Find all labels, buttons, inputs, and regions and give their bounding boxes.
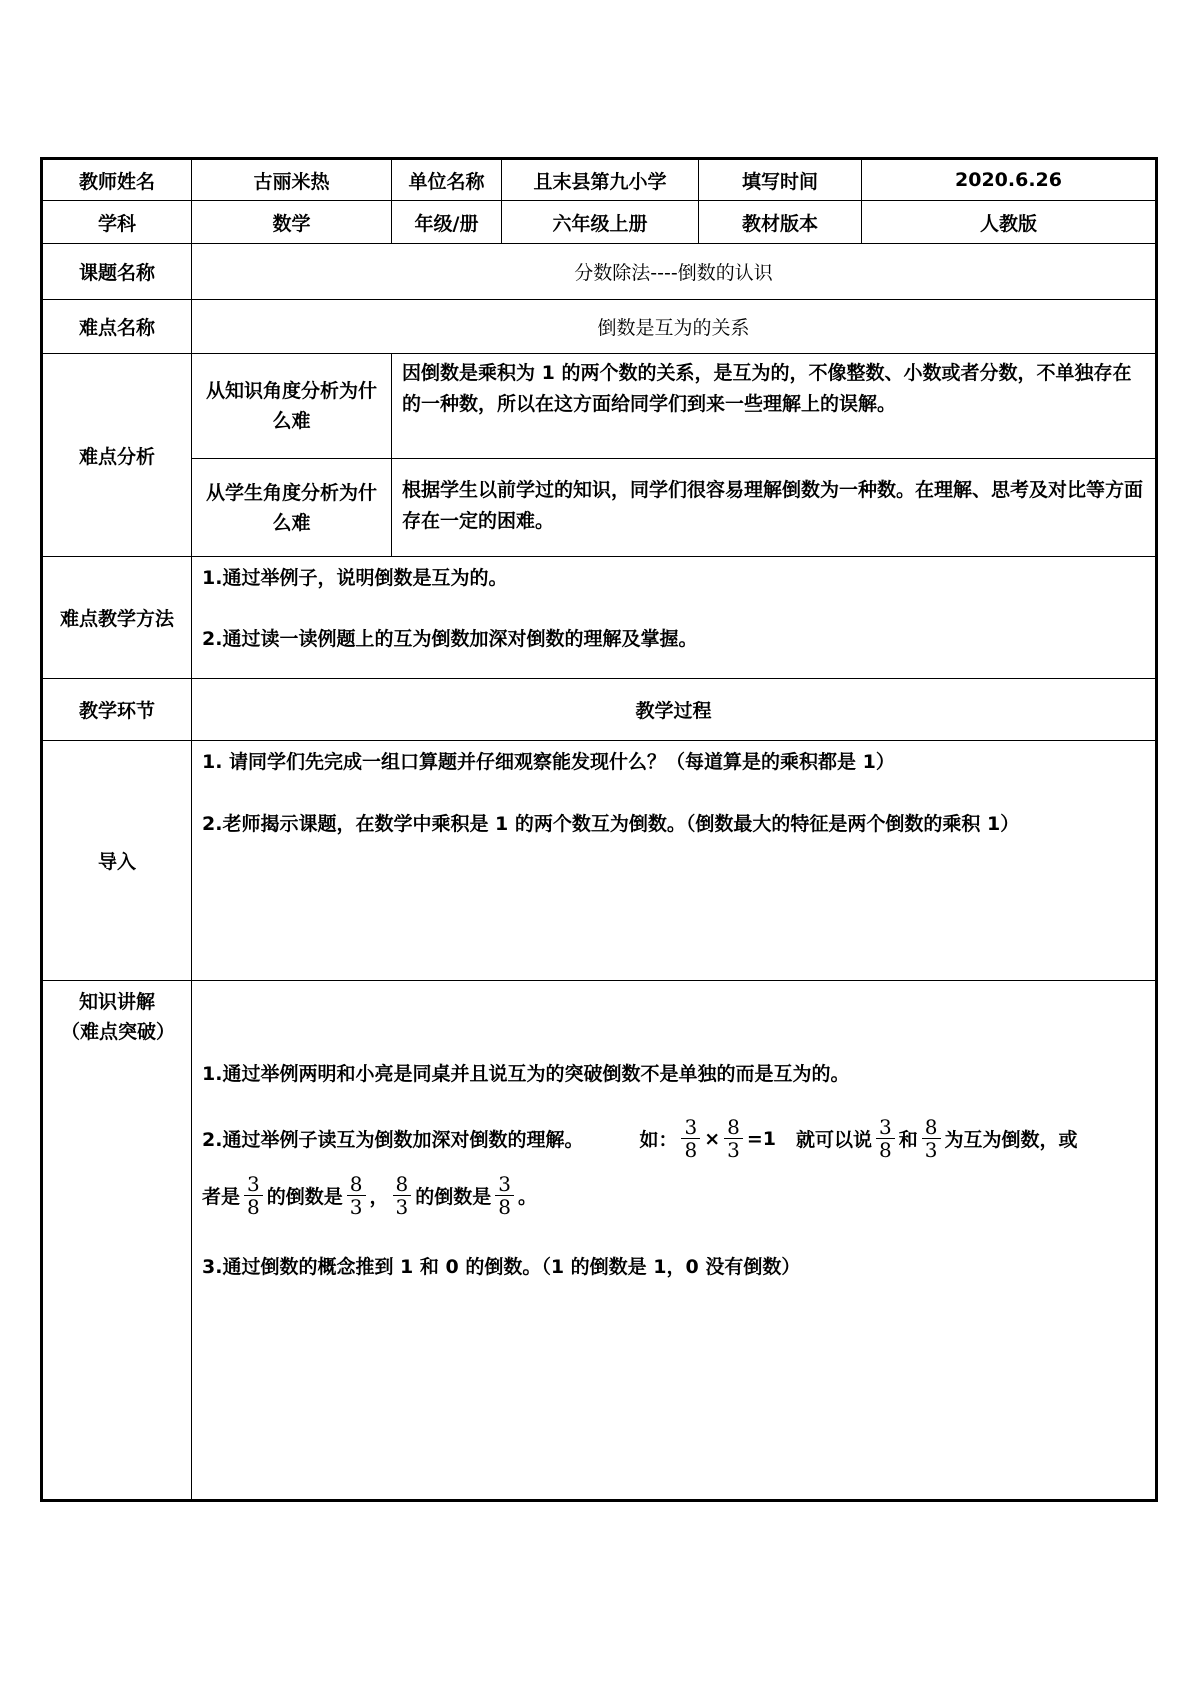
and-word: 和 (898, 1129, 918, 1151)
fraction-three-eighths: $\frac{3}{8}$ (244, 1173, 263, 1218)
fraction-eight-thirds: $\frac{8}{3}$ (393, 1173, 412, 1218)
explain-item-2-text: 2.通过举例子读互为倒数加深对倒数的理解。 (202, 1129, 584, 1151)
intro-content (192, 741, 1157, 981)
student-angle-text: 根据学生以前学过的知识，同学们很容易理解倒数为一种数。在理解、思考及对比等方面存在一定的困难。 (392, 459, 1157, 557)
fraction-eight-thirds: $\frac{8}{3}$ (347, 1173, 366, 1218)
difficulty-value: 倒数是互为的关系 (192, 300, 1157, 354)
process-label: 教学环节 (42, 679, 192, 741)
date-value: 2020.6.26 (862, 159, 1157, 201)
mutual-reciprocal-text: 为互为倒数，或 (944, 1129, 1078, 1151)
can-say: 就可以说 (796, 1129, 873, 1151)
grade-label: 年级/册 (392, 201, 502, 244)
subject-value: 数学 (192, 201, 392, 244)
analysis-label: 难点分析 (42, 354, 192, 557)
fraction-three-eighths: $\frac{3}{8}$ (495, 1173, 514, 1218)
difficulty-label: 难点名称 (42, 300, 192, 354)
topic-value: 分数除法----倒数的认识 (192, 244, 1157, 300)
equals-one: =1 (746, 1127, 776, 1150)
comma: ， (369, 1186, 389, 1208)
date-label: 填写时间 (699, 159, 862, 201)
explain-item-1: 1.通过举例两明和小亮是同桌并且说互为的突破倒数不是单独的而是互为的。 (202, 1063, 850, 1085)
line2-start: 者是 (202, 1186, 241, 1208)
teacher-value: 古丽米热 (192, 159, 392, 201)
period: 。 (518, 1186, 538, 1208)
explain-item-3: 3.通过倒数的概念推到 1 和 0 的倒数。（1 的倒数是 1，0 没有倒数） (202, 1256, 801, 1278)
method-item-2: 2.通过读一读例题上的互为倒数加深对倒数的理解及掌握。 (202, 628, 698, 650)
intro-item-1: 1. 请同学们先完成一组口算题并仔细观察能发现什么？（每道算是的乘积都是 1） (202, 751, 895, 773)
explain-item-2-line-2 (202, 1173, 1147, 1218)
lesson-plan-table (40, 157, 1158, 1502)
fraction-three-eighths: $\frac{3}{8}$ (876, 1116, 895, 1161)
explain-label: 知识讲解（难点突破） (42, 981, 192, 1501)
method-item-1: 1.通过举例子，说明倒数是互为的。 (202, 567, 508, 589)
edition-label: 教材版本 (699, 201, 862, 244)
times-sign: × (704, 1127, 721, 1150)
example-ru: 如： (639, 1129, 678, 1151)
process-value: 教学过程 (192, 679, 1157, 741)
unit-value: 且末县第九小学 (502, 159, 699, 201)
knowledge-angle-text: 因倒数是乘积为 1 的两个数的关系，是互为的，不像整数、小数或者分数，不单独存在的一种数，所以在这方面给同学们到来一些理解上的误解。 (392, 354, 1157, 459)
reciprocal-of: 的倒数是 (415, 1186, 492, 1208)
reciprocal-of: 的倒数是 (266, 1186, 343, 1208)
fraction-eight-thirds: $\frac{8}{3}$ (724, 1116, 743, 1161)
explain-item-2-line-1 (202, 1116, 1147, 1161)
method-label: 难点教学方法 (42, 557, 192, 679)
knowledge-angle-label: 从知识角度分析为什么难 (192, 354, 392, 459)
topic-label: 课题名称 (42, 244, 192, 300)
intro-item-2: 2.老师揭示课题，在数学中乘积是 1 的两个数互为倒数。（倒数最大的特征是两个倒数的乘积 1） (202, 813, 1020, 835)
fraction-eight-thirds: $\frac{8}{3}$ (922, 1116, 941, 1161)
edition-value: 人教版 (862, 201, 1157, 244)
intro-label: 导入 (42, 741, 192, 981)
lesson-plan-sheet (40, 157, 1155, 1502)
student-angle-label: 从学生角度分析为什么难 (192, 459, 392, 557)
teacher-label: 教师姓名 (42, 159, 192, 201)
fraction-three-eighths: $\frac{3}{8}$ (681, 1116, 700, 1161)
method-content (192, 557, 1157, 679)
subject-label: 学科 (42, 201, 192, 244)
grade-value: 六年级上册 (502, 201, 699, 244)
explain-content (192, 981, 1157, 1501)
unit-label: 单位名称 (392, 159, 502, 201)
